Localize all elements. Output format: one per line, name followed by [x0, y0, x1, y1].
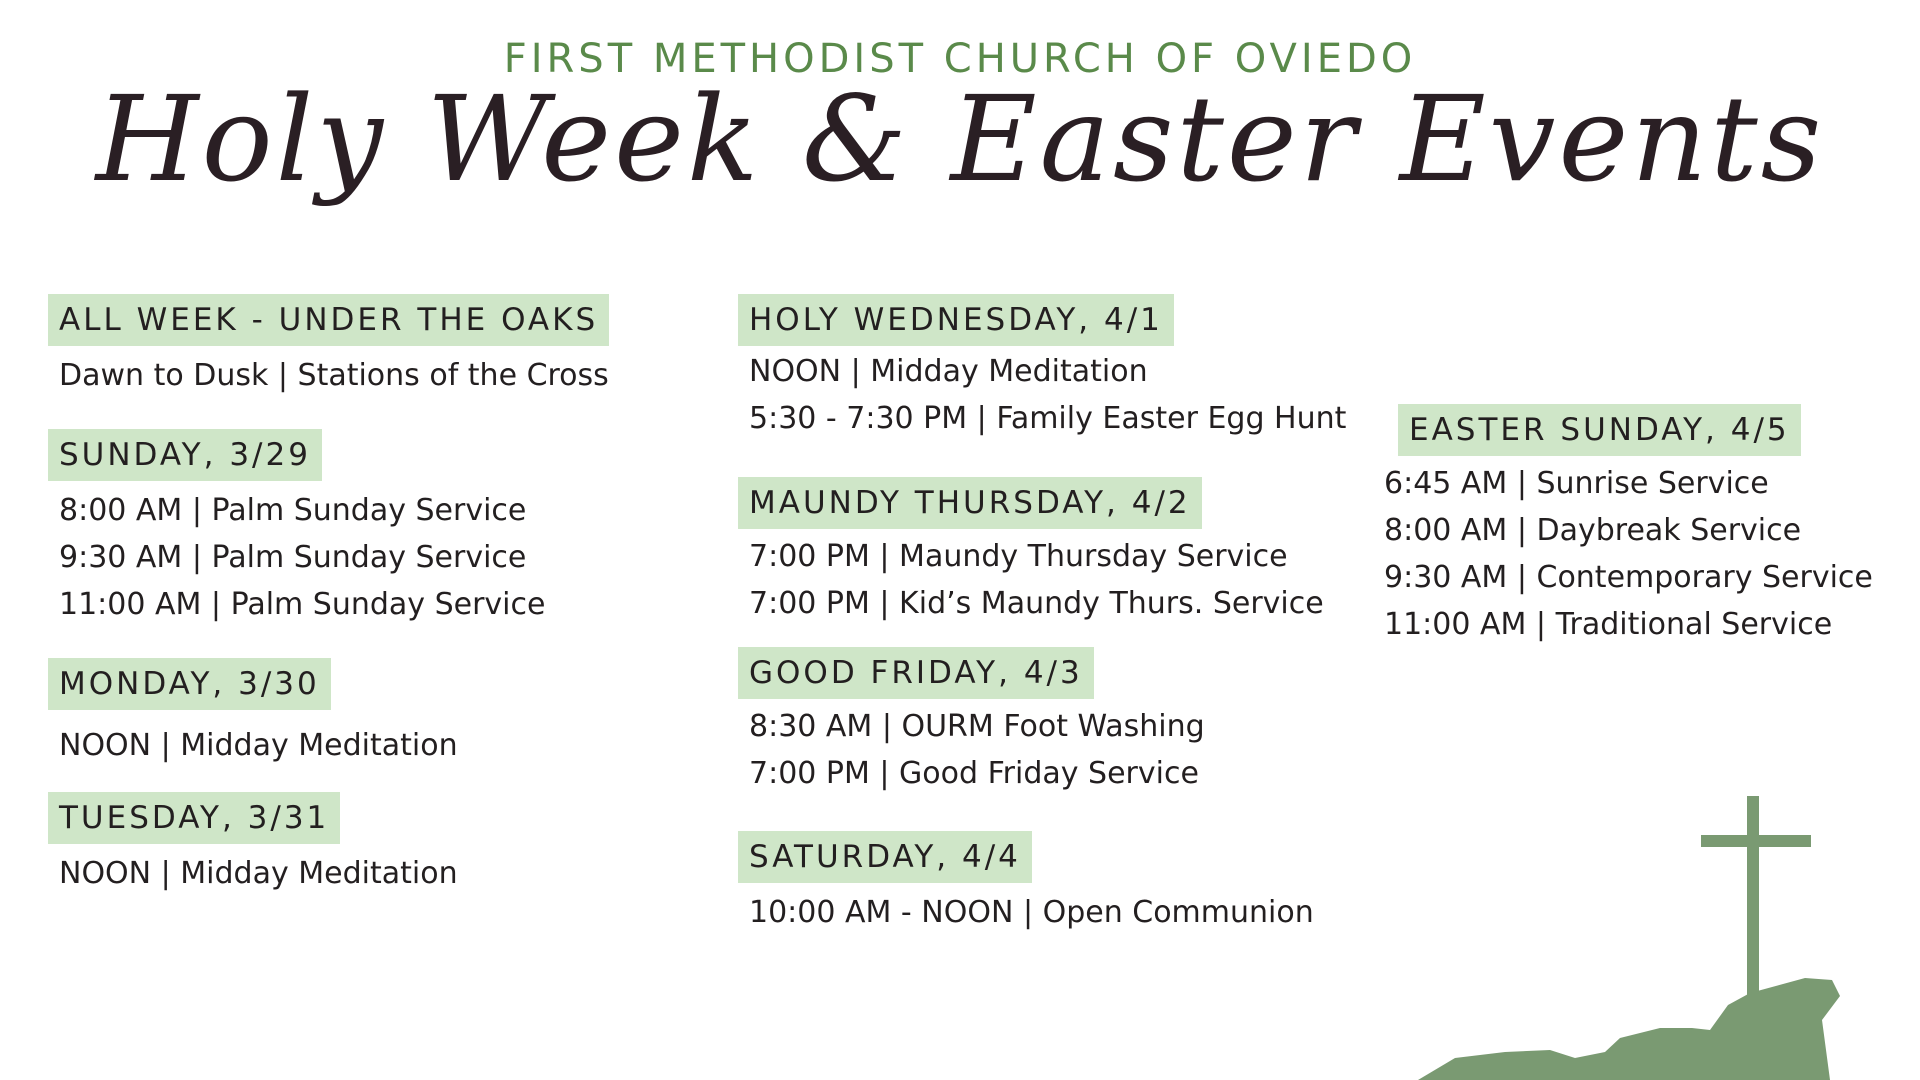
- section-heading: MAUNDY THURSDAY, 4/2: [738, 477, 1202, 529]
- event-item: 7:00 PM | Kid’s Maundy Thurs. Service: [749, 586, 1324, 621]
- event-item: 6:45 AM | Sunrise Service: [1384, 466, 1769, 501]
- event-item: 11:00 AM | Traditional Service: [1384, 607, 1833, 642]
- event-list: [1384, 460, 1873, 648]
- section-heading: TUESDAY, 3/31: [48, 792, 340, 844]
- event-item: 9:30 AM | Palm Sunday Service: [59, 540, 527, 575]
- event-item: 7:00 PM | Maundy Thursday Service: [749, 539, 1288, 574]
- section-heading: ALL WEEK - UNDER THE OAKS: [48, 294, 609, 346]
- event-item: NOON | Midday Meditation: [59, 856, 458, 891]
- event-item: 11:00 AM | Palm Sunday Service: [59, 587, 546, 622]
- section-good-friday: [738, 647, 1205, 797]
- section-heading: EASTER SUNDAY, 4/5: [1398, 404, 1801, 456]
- event-item: NOON | Midday Meditation: [59, 728, 458, 763]
- section-saturday: [738, 831, 1314, 936]
- event-item: 7:00 PM | Good Friday Service: [749, 756, 1199, 791]
- event-item: 5:30 - 7:30 PM | Family Easter Egg Hunt: [749, 401, 1347, 436]
- event-item: Dawn to Dusk | Stations of the Cross: [59, 358, 609, 393]
- cross-on-hill-icon: [1410, 790, 1910, 1080]
- cross-horizontal-beam: [1701, 835, 1811, 847]
- section-easter-sunday: [1384, 404, 1873, 648]
- event-list: [738, 703, 1205, 797]
- section-heading: MONDAY, 3/30: [48, 658, 331, 710]
- section-maundy-thursday: [738, 477, 1324, 627]
- section-heading: HOLY WEDNESDAY, 4/1: [738, 294, 1174, 346]
- event-list: [738, 889, 1314, 936]
- event-item: 8:30 AM | OURM Foot Washing: [749, 709, 1205, 744]
- event-list: [48, 722, 458, 769]
- event-item: 8:00 AM | Palm Sunday Service: [59, 493, 527, 528]
- event-list: [48, 487, 545, 628]
- section-sunday: [48, 429, 545, 628]
- event-item: 9:30 AM | Contemporary Service: [1384, 560, 1873, 595]
- section-tuesday: [48, 792, 458, 897]
- section-monday: [48, 658, 458, 769]
- event-list: [738, 533, 1324, 627]
- event-list: [48, 850, 458, 897]
- event-item: 8:00 AM | Daybreak Service: [1384, 513, 1802, 548]
- section-all-week: [48, 294, 609, 399]
- church-name: FIRST METHODIST CHURCH OF OVIEDO: [503, 36, 1417, 82]
- cross-vertical-beam: [1747, 796, 1759, 996]
- page-title: Holy Week & Easter Events: [95, 70, 1825, 208]
- event-list: [738, 348, 1346, 442]
- section-heading: SATURDAY, 4/4: [738, 831, 1032, 883]
- event-list: [48, 352, 609, 399]
- section-holy-wednesday: [738, 294, 1346, 442]
- event-item: NOON | Midday Meditation: [749, 354, 1148, 389]
- event-item: 10:00 AM - NOON | Open Communion: [749, 895, 1314, 930]
- section-heading: GOOD FRIDAY, 4/3: [738, 647, 1094, 699]
- hill-shape: [1418, 978, 1840, 1080]
- section-heading: SUNDAY, 3/29: [48, 429, 322, 481]
